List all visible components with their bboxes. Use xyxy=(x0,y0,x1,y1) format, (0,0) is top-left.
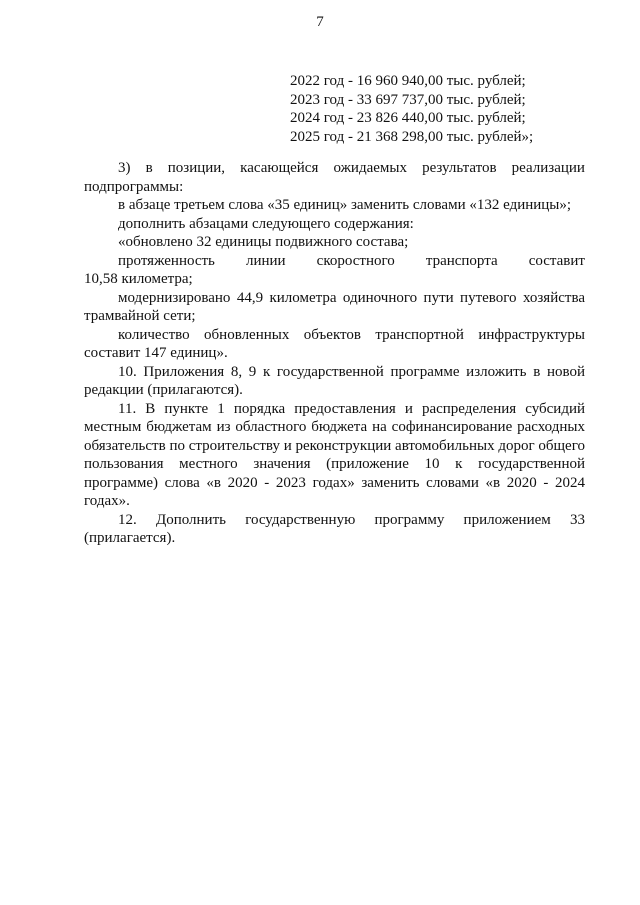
word: 12. xyxy=(118,511,137,528)
paragraph-replace-35: в абзаце третьем слова «35 единиц» заменить словами «132 единицы»; xyxy=(118,197,572,213)
word: результатов xyxy=(422,160,497,176)
word: транспорта xyxy=(425,252,498,269)
funding-line-2024: 2024 год - 23 826 440,00 тыс. рублей; xyxy=(290,110,526,126)
word: 33 xyxy=(569,511,585,528)
paragraph-modernized: модернизировано 44,9 километра одиночного пути путевого хозяйства трамвайной сети; xyxy=(84,289,585,324)
funding-line-2023: 2023 год - 33 697 737,00 тыс. рублей; xyxy=(290,91,526,108)
document-body xyxy=(84,72,585,548)
word: протяженность xyxy=(118,252,215,269)
paragraph-updated-32: «обновлено 32 единицы подвижного состава; xyxy=(118,234,409,250)
paragraph-item-12-line-1 xyxy=(84,511,585,530)
word: программу xyxy=(374,511,445,528)
paragraph-length-line-2: 10,58 километра; xyxy=(84,271,193,287)
paragraph-item-11: 11. В пункте 1 порядка предоставления и распределения субсидий местным бюджетам из областного бюджета на софинансирование расходных обязательств по строительству и реконструкции автомобильных дорог общего пользования местного значения (приложение 10 к государственной программе) слова «в 2020 - 2023 годах» заменить словами «в 2020 - 2024 годах». xyxy=(84,400,585,509)
word: в xyxy=(145,160,153,176)
word: государственную xyxy=(245,511,356,528)
word: составит xyxy=(528,252,585,269)
word: линии xyxy=(245,252,286,269)
funding-line-2025: 2025 год - 21 368 298,00 тыс. рублей»; xyxy=(290,128,534,145)
paragraph-3-line-2: подпрограммы: xyxy=(84,178,184,195)
paragraph-add-paragraphs: дополнить абзацами следующего содержания: xyxy=(118,215,414,232)
paragraph-length xyxy=(84,252,585,289)
funding-line-2022: 2022 год - 16 960 940,00 тыс. рублей; xyxy=(290,73,526,89)
paragraph-3-line-1 xyxy=(84,159,585,178)
paragraph-item-12 xyxy=(84,511,585,548)
word: приложением xyxy=(463,511,551,528)
word: 3) xyxy=(118,160,131,176)
word: позиции, xyxy=(167,160,226,176)
paragraph-item-12-line-2: (прилагается). xyxy=(84,530,176,546)
word: ожидаемых xyxy=(333,160,407,176)
word: скоростного xyxy=(316,252,395,269)
word: Дополнить xyxy=(155,511,226,528)
paragraph-objects-count: количество обновленных объектов транспортной инфраструктуры составит 147 единиц». xyxy=(84,326,585,361)
word: реализации xyxy=(511,160,585,176)
page-number: 7 xyxy=(316,14,324,30)
paragraph-item-10: 10. Приложения 8, 9 к государственной программе изложить в новой редакции (прилагаются). xyxy=(84,363,585,398)
word: касающейся xyxy=(240,160,319,176)
funding-list xyxy=(290,72,585,146)
paragraph-3-header xyxy=(84,159,585,196)
paragraph-length-line-1 xyxy=(84,252,585,271)
